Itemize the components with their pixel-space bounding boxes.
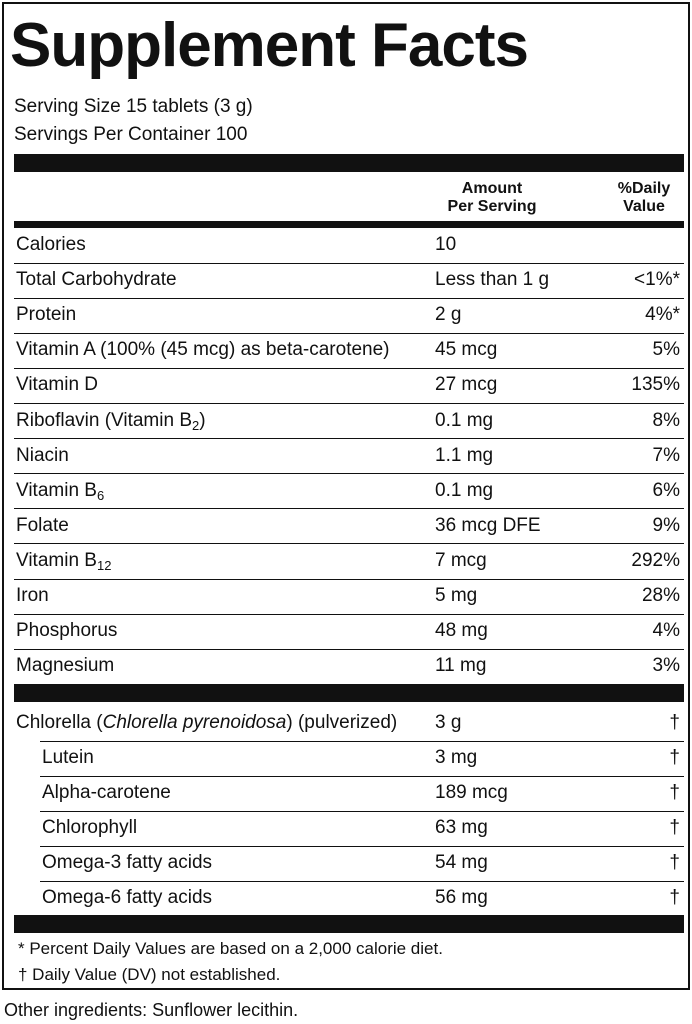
- blend-row: [14, 706, 684, 741]
- nutrient-amount: 36 mcg DFE: [435, 514, 541, 536]
- nutrient-dv: 135%: [631, 374, 680, 396]
- nutrient-amount: Less than 1 g: [435, 269, 550, 291]
- nutrient-row: [14, 474, 684, 509]
- nutrient-name: Niacin: [16, 444, 69, 466]
- nutrient-amount: 45 mcg: [435, 339, 498, 361]
- nutrient-dv: 5%: [652, 339, 680, 361]
- nutrient-name: Iron: [16, 585, 49, 606]
- nutrient-row: [14, 368, 684, 403]
- component-dv: †: [669, 817, 680, 838]
- nutrient-row: [14, 298, 684, 333]
- panel-title: Supplement Facts: [10, 11, 528, 80]
- nutrient-row: [14, 509, 684, 544]
- component-dv: †: [669, 887, 680, 908]
- nutrient-amount: 10: [435, 234, 457, 255]
- nutrient-row: [14, 228, 684, 263]
- thick-divider-blend: [14, 684, 684, 702]
- nutrient-dv: 8%: [652, 409, 680, 431]
- nutrient-amount: 5 mg: [435, 585, 478, 606]
- nutrient-amount: 11 mg: [435, 655, 487, 677]
- nutrient-dv: 3%: [652, 655, 680, 677]
- nutrient-row: [14, 649, 684, 684]
- blend-component-row: [14, 846, 684, 881]
- header-daily-value: %Daily Value: [617, 180, 671, 215]
- thick-divider-top: [14, 154, 684, 172]
- nutrient-dv: <1%*: [634, 269, 680, 291]
- nutrient-dv: 7%: [652, 444, 680, 466]
- component-amount: 189 mcg: [435, 782, 508, 803]
- nutrient-amount: 27 mcg: [435, 374, 498, 396]
- footnote-dv-not-established: † Daily Value (DV) not established.: [18, 965, 281, 984]
- component-amount: 63 mg: [435, 817, 488, 838]
- serving-size: Serving Size 15 tablets (3 g): [14, 96, 253, 117]
- nutrient-dv: 6%: [652, 479, 680, 501]
- nutrient-row: [14, 614, 684, 649]
- nutrient-row: [14, 333, 684, 368]
- nutrient-name: Vitamin $B_6$: [16, 479, 105, 503]
- nutrient-row: [14, 544, 684, 579]
- nutrient-name: Calories: [16, 234, 86, 255]
- blend-amount: 3 g: [435, 712, 462, 733]
- header-amount: Amount Per Serving: [447, 180, 537, 215]
- nutrient-name: Magnesium: [16, 655, 115, 677]
- component-name: Chlorophyll: [42, 817, 138, 838]
- component-amount: 54 mg: [435, 852, 488, 873]
- nutrient-amount: 1.1 mg: [435, 444, 494, 466]
- component-dv: †: [669, 852, 680, 873]
- footnote-daily-values: * Percent Daily Values are based on a 2,000 calorie diet.: [18, 939, 443, 958]
- nutrient-row: [14, 263, 684, 298]
- nutrient-name: Vitamin D: [16, 374, 99, 396]
- blend-dv: †: [669, 712, 680, 733]
- component-amount: 56 mg: [435, 887, 488, 908]
- nutrient-name: Total Carbohydrate: [16, 269, 177, 291]
- blend-component-row: [14, 881, 684, 916]
- nutrient-amount: 0.1 mg: [435, 479, 494, 501]
- other-ingredients: Other ingredients: Sunflower lecithin.: [4, 1000, 299, 1020]
- component-dv: †: [669, 782, 680, 803]
- supplement-facts-panel: [2, 2, 690, 990]
- blend-component-row: [14, 811, 684, 846]
- component-amount: 3 mg: [435, 747, 478, 768]
- blend-name: Chlorella (Chlorella pyrenoidosa) (pulverized): [16, 712, 398, 733]
- servings-per-container: Servings Per Container 100: [14, 124, 248, 145]
- blend-component-row: [14, 776, 684, 811]
- nutrient-row: [14, 404, 684, 439]
- component-name: Lutein: [42, 747, 94, 768]
- nutrient-name: Protein: [16, 304, 77, 326]
- component-name: Alpha-carotene: [42, 782, 171, 803]
- nutrient-name: Folate: [16, 514, 69, 536]
- component-dv: †: [669, 747, 680, 768]
- nutrient-dv: 292%: [631, 549, 680, 571]
- blend-component-row: [14, 741, 684, 776]
- nutrient-name: Vitamin A (100% (45 mcg) as beta-carotene): [16, 339, 390, 361]
- nutrient-amount: 2 g: [435, 304, 462, 326]
- nutrient-dv: 4%*: [645, 304, 680, 326]
- component-name: Omega-6 fatty acids: [42, 887, 213, 908]
- nutrient-name: Phosphorus: [16, 620, 118, 642]
- component-name: Omega-3 fatty acids: [42, 852, 213, 873]
- nutrient-dv: 28%: [641, 585, 680, 606]
- nutrient-name: Riboflavin (Vitamin $B_2$): [16, 409, 206, 433]
- nutrient-amount: 48 mg: [435, 620, 488, 642]
- nutrient-row: [14, 439, 684, 474]
- nutrient-name: Vitamin $B_{12}$: [16, 549, 112, 573]
- nutrient-dv: 4%: [652, 620, 680, 642]
- nutrient-amount: 0.1 mg: [435, 409, 494, 431]
- thick-divider-header: [14, 221, 684, 228]
- thick-divider-bottom: [14, 915, 684, 933]
- nutrient-dv: 9%: [652, 514, 680, 536]
- nutrient-amount: 7 mcg: [435, 549, 487, 571]
- nutrient-row: [14, 579, 684, 614]
